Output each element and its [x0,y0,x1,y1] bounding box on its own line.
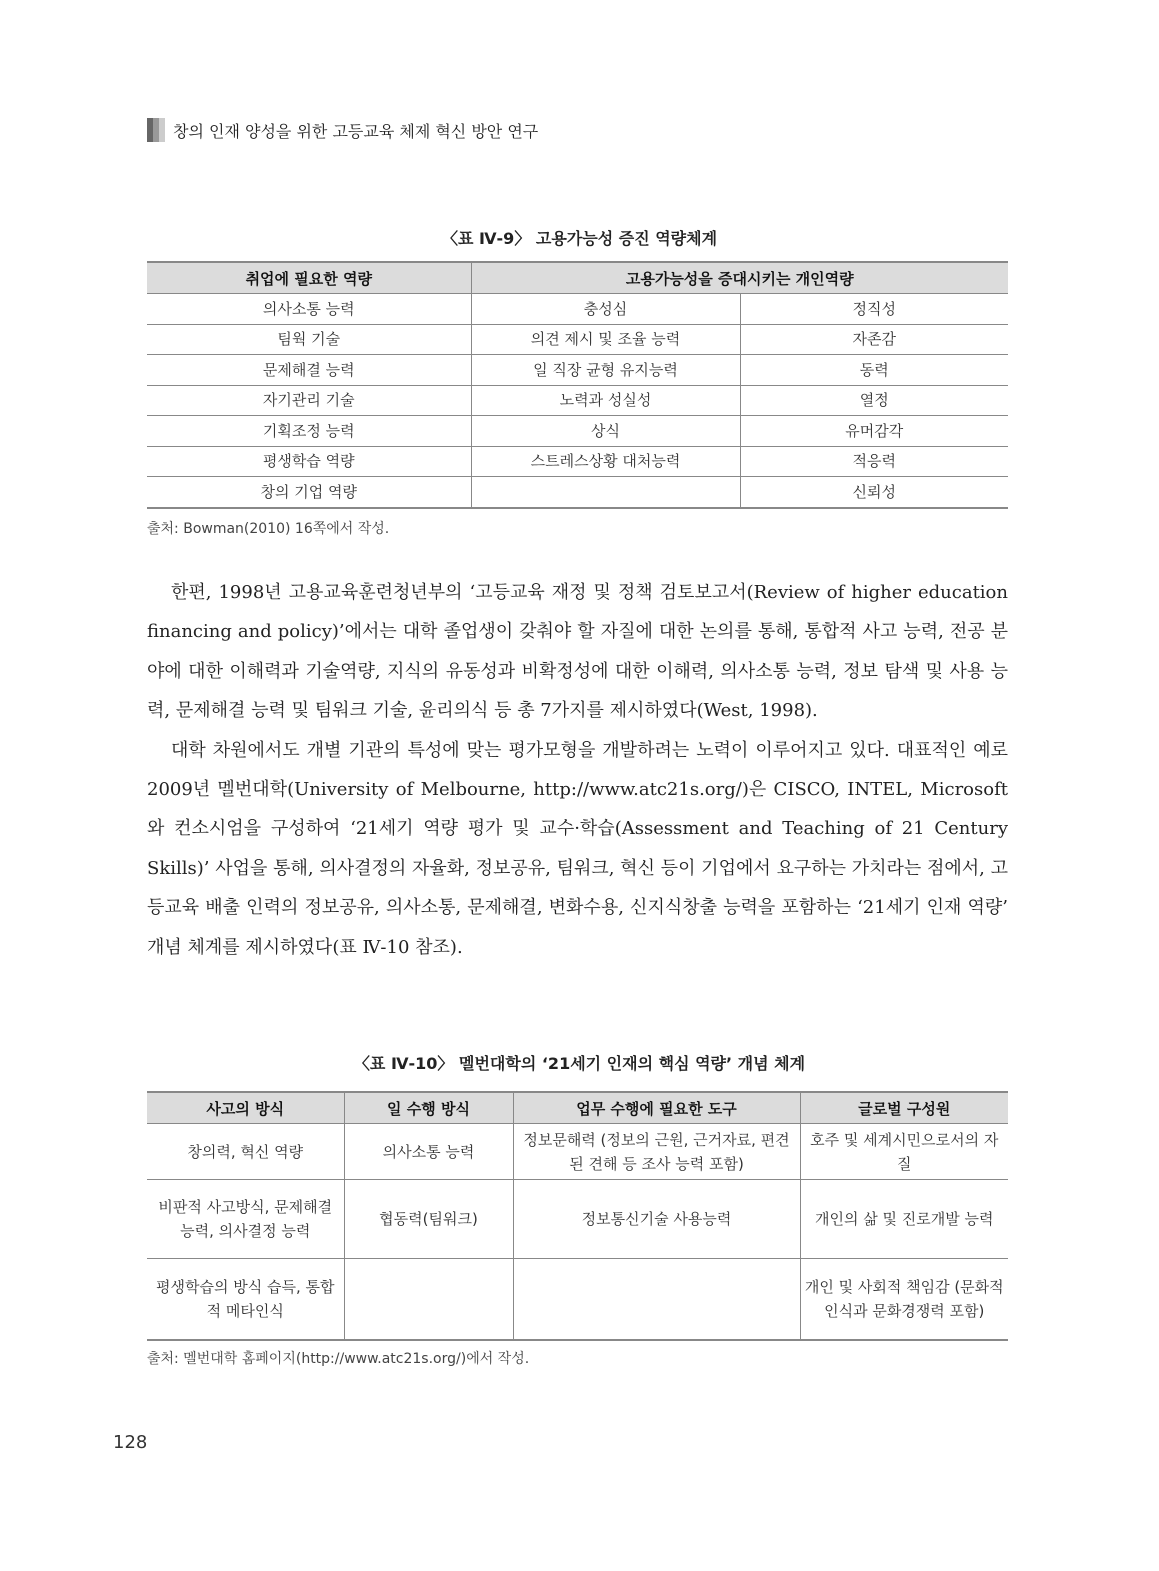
table-cell: 자기관리 기술 [147,385,471,416]
table-cell: 창의력, 혁신 역량 [147,1124,344,1180]
table-cell: 문제해결 능력 [147,355,471,386]
body-text [147,573,1008,967]
table-cell: 정보통신기술 사용능력 [513,1180,800,1259]
table1 [147,261,1008,509]
table-cell: 정직성 [740,294,1008,325]
page-number: 128 [113,1432,148,1453]
table-cell: 유머감각 [740,416,1008,447]
table-row [147,446,1008,477]
table-cell: 의사소통 능력 [344,1124,513,1180]
table2-header: 사고의 방식 [147,1092,344,1124]
table-cell: 평생학습 역량 [147,446,471,477]
table-cell: 의사소통 능력 [147,294,471,325]
running-header-text: 창의 인재 양성을 위한 고등교육 체제 혁신 방안 연구 [173,121,539,141]
table-row [147,294,1008,325]
table-cell: 의견 제시 및 조율 능력 [471,324,740,355]
table-row [147,416,1008,447]
table-cell: 신뢰성 [740,477,1008,508]
header-bars-icon [147,118,165,142]
table-cell: 자존감 [740,324,1008,355]
table-row [147,324,1008,355]
table2 [147,1091,1008,1341]
paragraph: 대학 차원에서도 개별 기관의 특성에 맞는 평가모형을 개발하려는 노력이 이루어지고 있다. 대표적인 예로 2009년 멜번대학(University of Melbourne, http://www.atc21s.org/)은 CISCO, INTEL, Microsoft와 컨소시엄을 구성하여 ‘21세기 역량 평가 및 교수·학습(Assessment and Teaching of 21 Century Skills)’ 사업을 통해, 의사결정의 자율화, 정보공유, 팀워크, 혁신 등이 기업에서 요구하는 가치라는 점에서, 고등교육 배출 인력의 정보공유, 의사소통, 문제해결, 변화수용, 신지식창출 능력을 포함하는 ‘21세기 인재 역량’ 개념 체계를 제시하였다(표 Ⅳ-10 참조). [147,739,1008,958]
table-row [147,1259,1008,1341]
table-row [147,385,1008,416]
table-cell: 협동력(팀워크) [344,1180,513,1259]
table1-title: 〈표 Ⅳ-9〉 고용가능성 증진 역량체계 [441,229,718,248]
paragraph: 한편, 1998년 고용교육훈련청년부의 ‘고등교육 재정 및 정책 검토보고서(Review of higher education financing and policy)’에서는 대학 졸업생이 갖춰야 할 자질에 대한 논의를 통해, 통합적 사고 능력, 전공 분야에 대한 이해력과 기술역량, 지식의 유동성과 비확정성에 대한 이해력, 의사소통 능력, 정보 탐색 및 사용 능력, 문제해결 능력 및 팀워크 기술, 윤리의식 등 총 7가지를 제시하였다(West, 1998). [147,582,1008,722]
table2-header: 일 수행 방식 [344,1092,513,1124]
running-header [147,118,538,142]
table-cell: 상식 [471,416,740,447]
table-cell: 일 직장 균형 유지능력 [471,355,740,386]
table1-header: 취업에 필요한 역량 [147,262,471,294]
table-cell [513,1259,800,1341]
table-cell: 평생학습의 방식 습득, 통합적 메타인식 [147,1259,344,1341]
table1-header: 고용가능성을 증대시키는 개인역량 [471,262,1008,294]
table-cell: 동력 [740,355,1008,386]
table2-title: 〈표 Ⅳ-10〉 멜번대학의 ‘21세기 인재의 핵심 역량’ 개념 체계 [353,1054,806,1073]
table-row [147,477,1008,508]
table-cell: 충성심 [471,294,740,325]
table-row [147,355,1008,386]
table1-source: 출처: Bowman(2010) 16쪽에서 작성. [147,521,390,537]
table2-header: 글로벌 구성원 [800,1092,1008,1124]
table-cell: 호주 및 세계시민으로서의 자질 [800,1124,1008,1180]
table2-header: 업무 수행에 필요한 도구 [513,1092,800,1124]
table-cell: 스트레스상황 대처능력 [471,446,740,477]
table-cell: 열정 [740,385,1008,416]
table-cell [344,1259,513,1341]
table-cell: 개인 및 사회적 책임감 (문화적 인식과 문화경쟁력 포함) [800,1259,1008,1341]
table-cell: 적응력 [740,446,1008,477]
table-row [147,1180,1008,1259]
table2-source: 출처: 멜번대학 홈페이지(http://www.atc21s.org/)에서 작성. [147,1351,530,1367]
table-cell [471,477,740,508]
table-cell: 정보문해력 (정보의 근원, 근거자료, 편견된 견해 등 조사 능력 포함) [513,1124,800,1180]
table-cell: 창의 기업 역량 [147,477,471,508]
table-cell: 비판적 사고방식, 문제해결 능력, 의사결정 능력 [147,1180,344,1259]
table-cell: 기획조정 능력 [147,416,471,447]
table-cell: 개인의 삶 및 진로개발 능력 [800,1180,1008,1259]
table-cell: 팀웍 기술 [147,324,471,355]
table-cell: 노력과 성실성 [471,385,740,416]
table-row [147,1124,1008,1180]
